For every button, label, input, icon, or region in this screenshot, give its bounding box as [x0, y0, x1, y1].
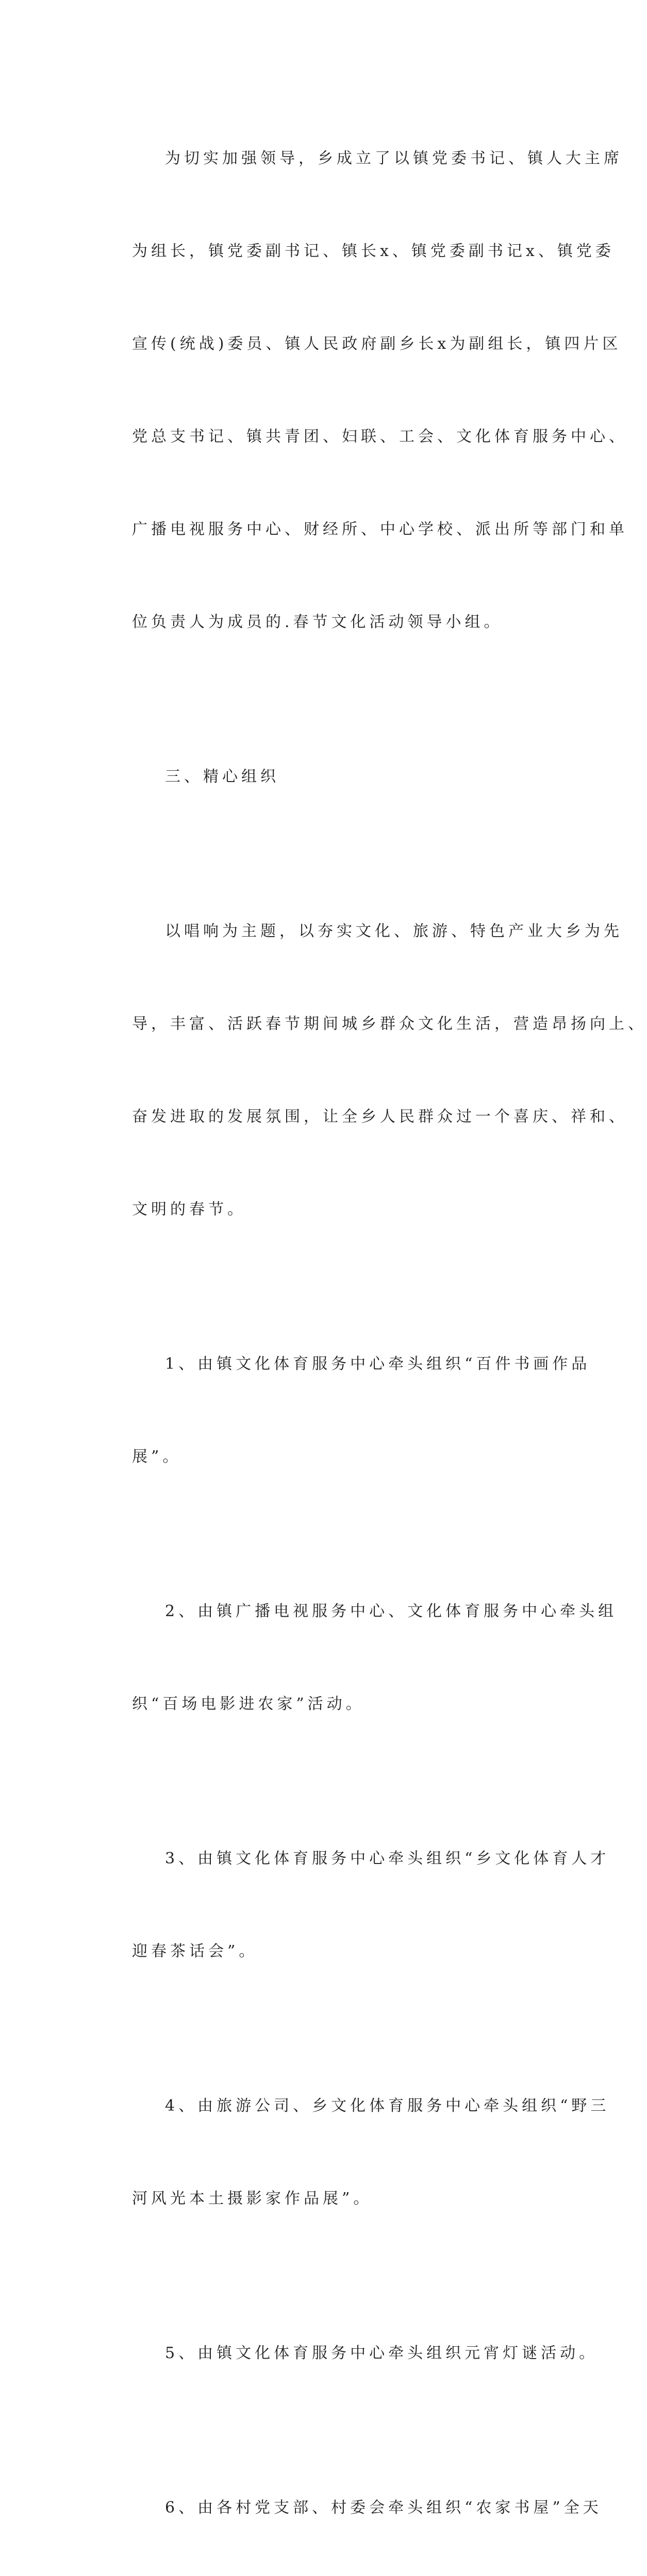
section-heading [99, 700, 553, 854]
list-item-6 [99, 2431, 602, 2576]
document-body [99, 81, 647, 2576]
text-line: 导，丰富、活跃春节期间城乡群众文化生活，营造昂扬向上、 [132, 1015, 647, 1033]
list-item-3 [99, 1782, 610, 2029]
text-line: 展”。 [132, 1448, 182, 1466]
text-line: 为组长，镇党委副书记、镇长x、镇党委副书记x、镇党委 [132, 242, 615, 260]
text-line: 织“百场电影进农家”活动。 [132, 1695, 365, 1713]
text-line: 3、由镇文化体育服务中心牵头组织“乡文化体育人才 [165, 1850, 610, 1868]
list-item-4 [99, 2029, 610, 2276]
text-line: 以唱响为主题，以夯实文化、旅游、特色产业大乡为先 [165, 922, 623, 940]
text-line: 宣传(统战)委员、镇人民政府副乡长x为副组长，镇四片区 [132, 335, 622, 353]
text-line: 广播电视服务中心、财经所、中心学校、派出所等部门和单 [132, 520, 628, 538]
text-line: 河风光本土摄影家作品展”。 [132, 2190, 373, 2208]
text-line: 奋发进取的发展氛围，让全乡人民群众过一个喜庆、祥和、 [132, 1108, 628, 1126]
text-line: 党总支书记、镇共青团、妇联、工会、文化体育服务中心、 [132, 428, 628, 446]
list-item-2 [99, 1534, 618, 1782]
text-line: 4、由旅游公司、乡文化体育服务中心牵头组织“野三 [165, 2097, 610, 2115]
text-line: 文明的春节。 [132, 1200, 246, 1218]
text-line: 2、由镇广播电视服务中心、文化体育服务中心牵头组 [165, 1602, 618, 1620]
text-line: 迎春茶话会”。 [132, 1942, 258, 1960]
text-line: 5、由镇文化体育服务中心牵头组织元宵灯谜活动。 [165, 2344, 599, 2362]
text-line: 为切实加强领导，乡成立了以镇党委书记、镇人大主席 [165, 149, 623, 167]
text-line: 位负责人为成员的.春节文化活动领导小组。 [132, 613, 503, 631]
list-item-5 [99, 2276, 599, 2431]
paragraph-theme [99, 854, 647, 1287]
text-line: 6、由各村党支部、村委会牵头组织“农家书屋”全天 [165, 2499, 602, 2517]
list-item-1 [99, 1287, 591, 1534]
text-line: 1、由镇文化体育服务中心牵头组织“百件书画作品 [165, 1355, 591, 1373]
section-heading-text: 三、精心组织 [165, 768, 279, 786]
paragraph-leadership-group [99, 81, 628, 700]
